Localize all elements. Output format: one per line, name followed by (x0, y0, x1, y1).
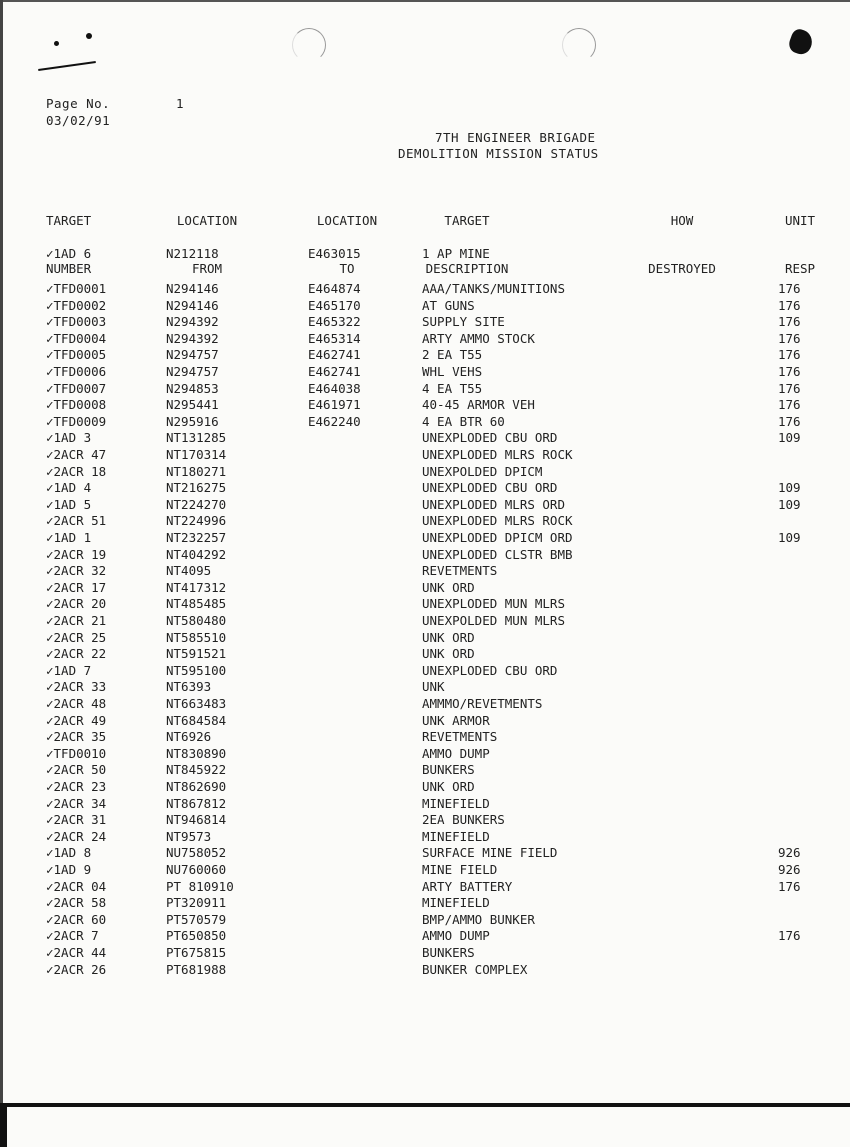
location-from-cell: NT867812 (166, 795, 227, 811)
target-number-cell: ✓1AD 7 (46, 662, 92, 678)
report-title-line2: DEMOLITION MISSION STATUS (398, 146, 599, 161)
table-row (0, 713, 850, 730)
target-description-cell: 4 EA BTR 60 (422, 413, 505, 429)
target-number-cell: ✓2ACR 58 (46, 895, 107, 911)
unit-resp-cell: 176 (778, 413, 801, 429)
location-to-cell: E462240 (308, 413, 361, 429)
location-from-cell: NT417312 (166, 579, 227, 595)
unit-resp-cell: 176 (778, 347, 801, 363)
target-description-cell: MINE FIELD (422, 862, 498, 877)
target-description-cell: MINEFIELD (422, 895, 490, 911)
unit-resp-cell: 176 (778, 380, 801, 396)
location-from-cell: NT862690 (166, 779, 227, 794)
table-row (0, 613, 850, 630)
target-description-cell: BUNKERS (422, 762, 475, 778)
target-number-cell: ✓2ACR 7 (46, 928, 99, 944)
location-from-cell: N294757 (166, 347, 219, 363)
location-from-cell: N294146 (166, 297, 219, 313)
target-number-cell: ✓TFD0003 (46, 314, 107, 330)
column-header-line: UNIT (784, 213, 816, 228)
target-description-cell: WHL VEHS (422, 364, 483, 379)
column-header-line: TO (339, 261, 355, 276)
target-description-cell: BUNKERS (422, 945, 475, 960)
page-number: 1 (176, 96, 185, 111)
target-number-cell: ✓2ACR 18 (46, 463, 107, 479)
table-row (0, 862, 850, 879)
column-header-how-destroyed (636, 181, 728, 293)
target-number-cell: ✓1AD 4 (46, 480, 92, 496)
report-date: 03/02/91 (46, 113, 111, 128)
table-row (0, 447, 850, 464)
target-number-cell: ✓1AD 1 (46, 530, 92, 545)
location-from-cell: N295916 (166, 413, 219, 429)
target-description-cell: 2EA BUNKERS (422, 812, 505, 828)
unit-resp-cell: 109 (778, 480, 801, 496)
punch-hole-left (292, 28, 326, 62)
target-description-cell: BUNKER COMPLEX (422, 961, 528, 977)
location-from-cell: PT675815 (166, 945, 227, 960)
target-number-cell: ✓1AD 5 (46, 496, 92, 512)
column-header-location-from (166, 181, 248, 293)
target-number-cell: ✓2ACR 26 (46, 961, 107, 977)
target-description-cell: UNEXPLODED MLRS ROCK (422, 513, 573, 529)
location-from-cell: NU760060 (166, 862, 227, 877)
table-row (0, 962, 850, 979)
page-label: Page No. (46, 96, 111, 111)
location-from-cell: N212118 (166, 246, 219, 261)
location-from-cell: N294757 (166, 364, 219, 379)
target-description-cell: REVETMENTS (422, 563, 498, 579)
table-row (0, 829, 850, 846)
target-description-cell: UNK ORD (422, 779, 475, 794)
footer-rule (0, 1103, 850, 1107)
location-to-cell: E461971 (308, 397, 361, 413)
ink-dot (54, 41, 59, 46)
location-from-cell: NT224996 (166, 513, 227, 529)
target-description-cell: UNEXPLODED CBU ORD (422, 480, 558, 496)
target-description-cell: AMMMO/REVETMENTS (422, 696, 543, 711)
target-number-cell: ✓2ACR 25 (46, 629, 107, 645)
table-row (0, 298, 850, 315)
target-number-cell: ✓2ACR 32 (46, 563, 107, 579)
target-description-cell: REVETMENTS (422, 729, 498, 745)
unit-resp-cell: 926 (778, 862, 801, 877)
target-number-cell: ✓2ACR 31 (46, 812, 107, 828)
target-description-cell: AT GUNS (422, 297, 475, 313)
column-header-location-to (306, 181, 388, 293)
table-row (0, 912, 850, 929)
target-description-cell: AMMO DUMP (422, 928, 490, 944)
location-from-cell: PT320911 (166, 895, 227, 911)
column-header-target-description (412, 181, 522, 293)
target-number-cell: ✓2ACR 21 (46, 613, 107, 628)
report-title-line1: 7TH ENGINEER BRIGADE (435, 130, 596, 145)
table-row (0, 547, 850, 564)
ink-dot (86, 33, 92, 39)
target-description-cell: 2 EA T55 (422, 347, 483, 363)
table-row (0, 895, 850, 912)
location-from-cell: NT585510 (166, 629, 227, 645)
table-row (0, 381, 850, 398)
table-row (0, 414, 850, 431)
table-row (0, 812, 850, 829)
target-description-cell: AMMO DUMP (422, 745, 490, 761)
location-from-cell: NT180271 (166, 463, 227, 479)
location-from-cell: NT845922 (166, 762, 227, 778)
location-from-cell: N294392 (166, 330, 219, 346)
column-header-line: DESCRIPTION (425, 261, 509, 276)
unit-resp-cell: 176 (778, 364, 801, 379)
location-from-cell: NT170314 (166, 447, 227, 462)
target-description-cell: UNEXPLODED CBU ORD (422, 430, 558, 446)
table-row (0, 281, 850, 298)
target-description-cell: UNEXPLODED DPICM ORD (422, 530, 573, 545)
target-description-cell: UNK ORD (422, 646, 475, 662)
location-from-cell: NT224270 (166, 496, 227, 512)
column-header-line: LOCATION (176, 213, 238, 228)
table-row (0, 314, 850, 331)
column-header-line: DESTROYED (648, 261, 716, 276)
unit-resp-cell: 176 (778, 330, 801, 346)
column-header-line: TARGET (444, 213, 490, 228)
target-number-cell: ✓2ACR 35 (46, 729, 107, 745)
table-row (0, 331, 850, 348)
table-row (0, 464, 850, 481)
target-number-cell: ✓2ACR 24 (46, 828, 107, 844)
location-from-cell: PT570579 (166, 911, 227, 927)
location-from-cell: NT216275 (166, 480, 227, 496)
target-number-cell: ✓2ACR 17 (46, 579, 107, 595)
target-description-cell: SUPPLY SITE (422, 314, 505, 330)
location-from-cell: NT485485 (166, 596, 227, 612)
column-header-target-number (46, 181, 91, 293)
table-row (0, 762, 850, 779)
target-number-cell: ✓TFD0006 (46, 364, 107, 379)
unit-resp-cell: 176 (778, 314, 801, 330)
ink-blot (787, 27, 816, 57)
target-description-cell: UNK ARMOR (422, 712, 490, 728)
target-description-cell: UNEXPOLDED DPICM (422, 463, 543, 479)
target-description-cell: UNK (422, 679, 445, 695)
location-from-cell: N295441 (166, 397, 219, 413)
location-from-cell: NT595100 (166, 662, 227, 678)
location-to-cell: E464874 (308, 281, 361, 296)
target-number-cell: ✓1AD 3 (46, 430, 92, 446)
table-row (0, 347, 850, 364)
location-from-cell: NT580480 (166, 613, 227, 628)
location-from-cell: NT663483 (166, 696, 227, 711)
target-number-cell: ✓2ACR 44 (46, 945, 107, 960)
table-row (0, 646, 850, 663)
target-description-cell: 40-45 ARMOR VEH (422, 397, 535, 413)
target-number-cell: ✓TFD0010 (46, 745, 107, 761)
unit-resp-cell: 176 (778, 928, 801, 944)
target-description-cell: UNEXPLODED MLRS ROCK (422, 447, 573, 462)
location-from-cell: PT 810910 (166, 878, 234, 894)
location-to-cell: E465170 (308, 297, 361, 313)
unit-resp-cell: 926 (778, 845, 801, 861)
table-row (0, 879, 850, 896)
target-description-cell: SURFACE MINE FIELD (422, 845, 558, 861)
unit-resp-cell: 176 (778, 397, 801, 413)
target-number-cell: ✓1AD 9 (46, 862, 92, 877)
table-row (0, 630, 850, 647)
column-header-line: RESP (784, 261, 816, 276)
table-row (0, 845, 850, 862)
target-number-cell: ✓2ACR 04 (46, 878, 107, 894)
unit-resp-cell: 109 (778, 496, 801, 512)
table-row (0, 246, 850, 263)
column-header-unit-resp (778, 181, 822, 293)
target-number-cell: ✓2ACR 60 (46, 911, 107, 927)
table-row (0, 513, 850, 530)
location-to-cell: E463015 (308, 246, 361, 261)
footer-left-bar (0, 1103, 7, 1147)
location-to-cell: E462741 (308, 347, 361, 363)
table-row (0, 430, 850, 447)
target-description-cell: ARTY BATTERY (422, 878, 513, 894)
location-from-cell: NT684584 (166, 712, 227, 728)
location-from-cell: NT946814 (166, 812, 227, 828)
table-row (0, 397, 850, 414)
location-from-cell: N294146 (166, 281, 219, 296)
target-description-cell: UNEXPLODED CBU ORD (422, 662, 558, 678)
target-description-cell: BMP/AMMO BUNKER (422, 911, 535, 927)
table-row (0, 364, 850, 381)
target-description-cell: UNEXPLODED CLSTR BMB (422, 546, 573, 562)
unit-resp-cell: 176 (778, 281, 801, 296)
location-from-cell: NT4095 (166, 563, 212, 579)
target-number-cell: ✓2ACR 49 (46, 712, 107, 728)
location-from-cell: N294853 (166, 380, 219, 396)
target-description-cell: ARTY AMMO STOCK (422, 330, 535, 346)
column-header-line: FROM (191, 261, 223, 276)
table-row (0, 530, 850, 547)
table-row (0, 679, 850, 696)
unit-resp-cell: 109 (778, 430, 801, 446)
target-number-cell: ✓TFD0008 (46, 397, 107, 413)
location-to-cell: E465322 (308, 314, 361, 330)
table-row (0, 663, 850, 680)
unit-resp-cell: 176 (778, 297, 801, 313)
target-description-cell: UNK ORD (422, 629, 475, 645)
target-number-cell: ✓2ACR 20 (46, 596, 107, 612)
table-row (0, 580, 850, 597)
unit-resp-cell: 176 (778, 878, 801, 894)
page-top-edge (0, 0, 850, 2)
target-description-cell: 4 EA T55 (422, 380, 483, 396)
column-header-line: HOW (670, 213, 694, 228)
target-number-cell: ✓2ACR 33 (46, 679, 107, 695)
location-from-cell: PT650850 (166, 928, 227, 944)
unit-resp-cell: 109 (778, 530, 801, 545)
target-number-cell: ✓2ACR 50 (46, 762, 107, 778)
target-number-cell: ✓TFD0002 (46, 297, 107, 313)
target-number-cell: ✓2ACR 51 (46, 513, 107, 529)
table-row (0, 945, 850, 962)
punch-hole-right (562, 28, 596, 62)
column-header-line: LOCATION (316, 213, 378, 228)
target-number-cell: ✓TFD0009 (46, 413, 107, 429)
target-number-cell: ✓TFD0007 (46, 380, 107, 396)
location-to-cell: E462741 (308, 364, 361, 379)
target-description-cell: UNEXPOLDED MUN MLRS (422, 613, 565, 628)
table-row (0, 696, 850, 713)
target-number-cell: ✓2ACR 47 (46, 447, 107, 462)
location-from-cell: N294392 (166, 314, 219, 330)
target-description-cell: AAA/TANKS/MUNITIONS (422, 281, 565, 296)
location-from-cell: NT232257 (166, 530, 227, 545)
target-description-cell: 1 AP MINE (422, 246, 490, 261)
target-number-cell: ✓TFD0004 (46, 330, 107, 346)
target-description-cell: UNEXPLODED MLRS ORD (422, 496, 565, 512)
location-from-cell: PT681988 (166, 961, 227, 977)
table-row (0, 796, 850, 813)
target-number-cell: ✓1AD 6 (46, 246, 92, 261)
target-description-cell: UNEXPLODED MUN MLRS (422, 596, 565, 612)
table-row (0, 729, 850, 746)
target-description-cell: MINEFIELD (422, 795, 490, 811)
location-to-cell: E464038 (308, 380, 361, 396)
target-number-cell: ✓2ACR 23 (46, 779, 107, 794)
target-number-cell: ✓2ACR 34 (46, 795, 107, 811)
location-from-cell: NT591521 (166, 646, 227, 662)
table-row (0, 480, 850, 497)
location-from-cell: NT6926 (166, 729, 212, 745)
location-from-cell: NT9573 (166, 828, 212, 844)
table-row (0, 563, 850, 580)
target-description-cell: MINEFIELD (422, 828, 490, 844)
target-number-cell: ✓TFD0005 (46, 347, 107, 363)
table-row (0, 928, 850, 945)
location-from-cell: NT830890 (166, 745, 227, 761)
target-number-cell: ✓2ACR 48 (46, 696, 107, 711)
table-row (0, 779, 850, 796)
table-row (0, 746, 850, 763)
target-description-cell: UNK ORD (422, 579, 475, 595)
target-number-cell: ✓2ACR 22 (46, 646, 107, 662)
target-number-cell: ✓2ACR 19 (46, 546, 107, 562)
location-to-cell: E465314 (308, 330, 361, 346)
column-header-line: NUMBER (46, 261, 92, 276)
table-row (0, 596, 850, 613)
location-from-cell: NT6393 (166, 679, 212, 695)
target-number-cell: ✓1AD 8 (46, 845, 92, 861)
location-from-cell: NT131285 (166, 430, 227, 446)
target-number-cell: ✓TFD0001 (46, 281, 107, 296)
location-from-cell: NT404292 (166, 546, 227, 562)
column-header-line: TARGET (46, 213, 92, 228)
ink-stroke (38, 61, 96, 71)
location-from-cell: NU758052 (166, 845, 227, 861)
table-row (0, 497, 850, 514)
